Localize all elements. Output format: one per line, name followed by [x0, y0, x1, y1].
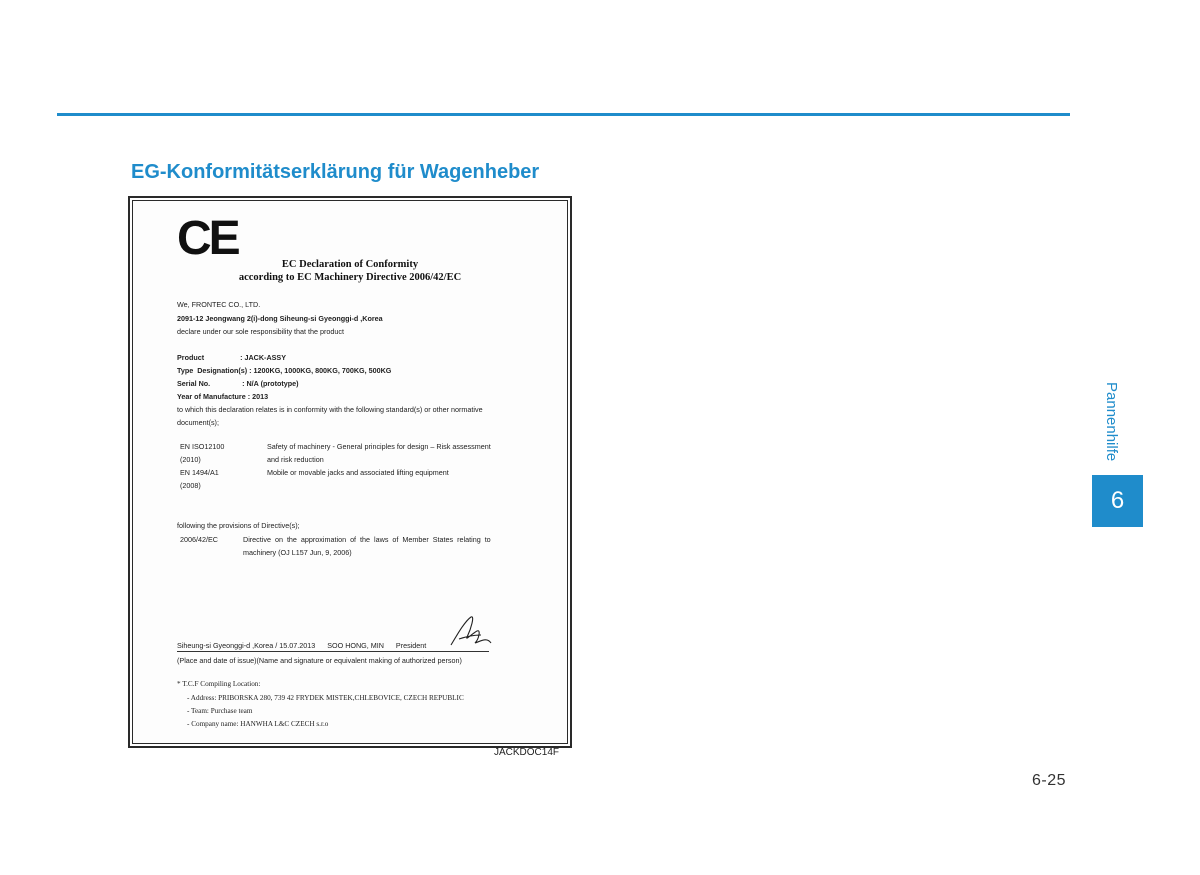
sign-line-text: Siheung-si Gyeonggi-d ,Korea / 15.07.2013 SOO HONG, MIN President [177, 641, 427, 650]
page-number: 6-25 [1032, 772, 1067, 789]
conformity-line-1: to which this declaration relates is in conformity with the following standard(s) or other normative [177, 405, 483, 414]
standard-year: (2008) [180, 481, 201, 490]
section-title: EG-Konformitätserklärung für Wagenheber [131, 161, 540, 183]
signature-rule [177, 651, 489, 652]
ce-mark-icon: CE [177, 212, 238, 265]
type-designation-line: Type Designation(s) : 1200KG, 1000KG, 800KG, 700KG, 500KG [177, 366, 392, 375]
tcf-address: - Address: PRIBORSKA 280, 739 42 FRYDEK MISTEK,CHLEBOVICE, CZECH REPUBLIC [187, 694, 464, 702]
directive-intro: following the provisions of Directive(s); [177, 521, 300, 530]
tcf-title: * T.C.F Compiling Location: [177, 680, 261, 688]
manufacturer-line: We, FRONTEC CO., LTD. [177, 300, 261, 309]
declare-line: declare under our sole responsibility that the product [177, 327, 345, 336]
product-line: Product : JACK-ASSY [177, 353, 287, 362]
standard-code: EN 1494/A1 [180, 468, 219, 477]
directive-code: 2006/42/EC [180, 535, 218, 544]
serial-no-line: Serial No. : N/A (prototype) [177, 379, 299, 388]
directive-desc: Directive on the approximation of the laws of Member States relating to [243, 535, 491, 544]
standard-desc: Safety of machinery - General principles for design – Risk assessment [267, 442, 491, 451]
doc-heading-line1: EC Declaration of Conformity [281, 259, 419, 270]
document-code: JACKDOC14F [494, 747, 560, 758]
year-line: Year of Manufacture : 2013 [177, 392, 269, 401]
standard-year: (2010) [180, 455, 201, 464]
doc-heading-line2: according to EC Machinery Directive 2006/42/EC [238, 272, 462, 283]
chapter-side-label [1100, 382, 1122, 470]
tcf-company: - Company name: HANWHA L&C CZECH s.r.o [187, 720, 329, 728]
declaration-sheet [132, 200, 568, 744]
declaration-document [128, 196, 572, 748]
manufacturer-address: 2091-12 Jeongwang 2(i)-dong Siheung-si Gyeonggi-d ,Korea [177, 314, 383, 323]
tcf-team: - Team: Purchase team [187, 707, 253, 715]
header-rule [57, 113, 1070, 116]
conformity-line-2: document(s); [177, 418, 219, 427]
standard-code: EN ISO12100 [180, 442, 225, 451]
chapter-tab: 6 [1092, 475, 1143, 527]
chapter-label: Pannenhilfe [1103, 382, 1120, 462]
standard-desc-cont: and risk reduction [267, 455, 324, 464]
president-signature [447, 613, 495, 651]
sign-caption: (Place and date of issue)(Name and signature or equivalent making of authorized person) [177, 656, 462, 665]
standard-desc: Mobile or movable jacks and associated lifting equipment [267, 468, 449, 477]
directive-desc-cont: machinery (OJ L157 Jun, 9, 2006) [243, 548, 352, 557]
